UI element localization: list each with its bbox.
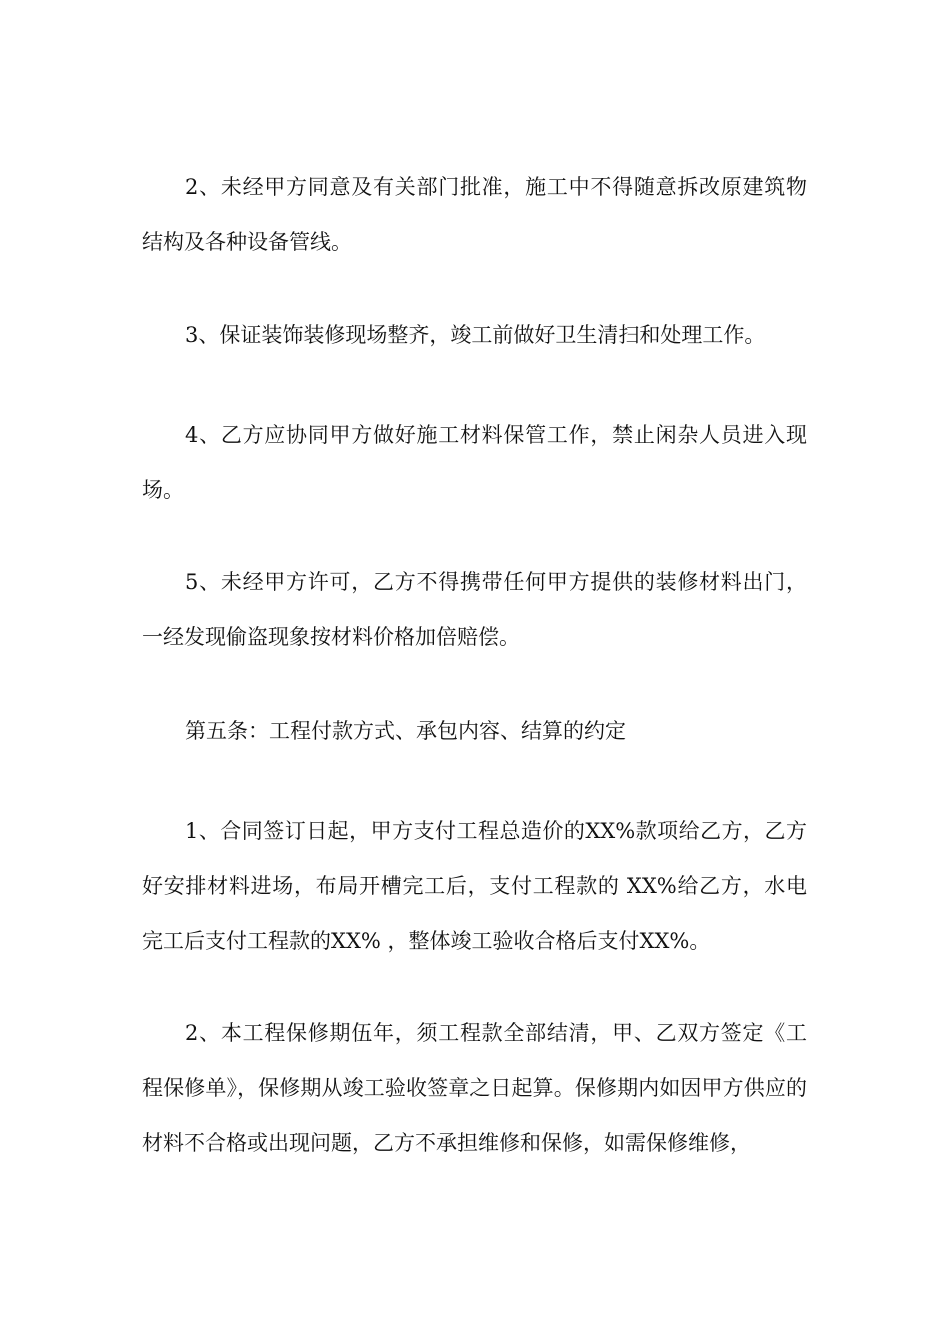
paragraph-clause-3: 3、保证装饰装修现场整齐，竣工前做好卫生清扫和处理工作。	[185, 323, 766, 347]
paragraph-payment-1: 1、合同签订日起，甲方支付工程总造价的XX%款项给乙方，乙方好安排材料进场，布局开槽完工后，支付工程款的 XX%给乙方，水电完工后支付工程款的XX% ，整体竣工验收合格后支付XX%。	[142, 819, 807, 953]
paragraph-clause-4: 4、乙方应协同甲方做好施工材料保管工作，禁止闲杂人员进入现场。	[142, 423, 807, 502]
section-heading-article-5: 第五条：工程付款方式、承包内容、结算的约定	[185, 719, 626, 743]
paragraph-warranty-2: 2、本工程保修期伍年，须工程款全部结清，甲、乙双方签定《工程保修单》，保修期从竣工验收签章之日起算。保修期内如因甲方供应的材料不合格或出现问题，乙方不承担维修和保修，如需保修维修，	[142, 1021, 807, 1155]
paragraph-clause-5: 5、未经甲方许可，乙方不得携带任何甲方提供的装修材料出门，一经发现偷盗现象按材料价格加倍赔偿。	[142, 570, 807, 649]
paragraph-clause-2: 2、未经甲方同意及有关部门批准，施工中不得随意拆改原建筑物结构及各种设备管线。	[142, 175, 807, 254]
